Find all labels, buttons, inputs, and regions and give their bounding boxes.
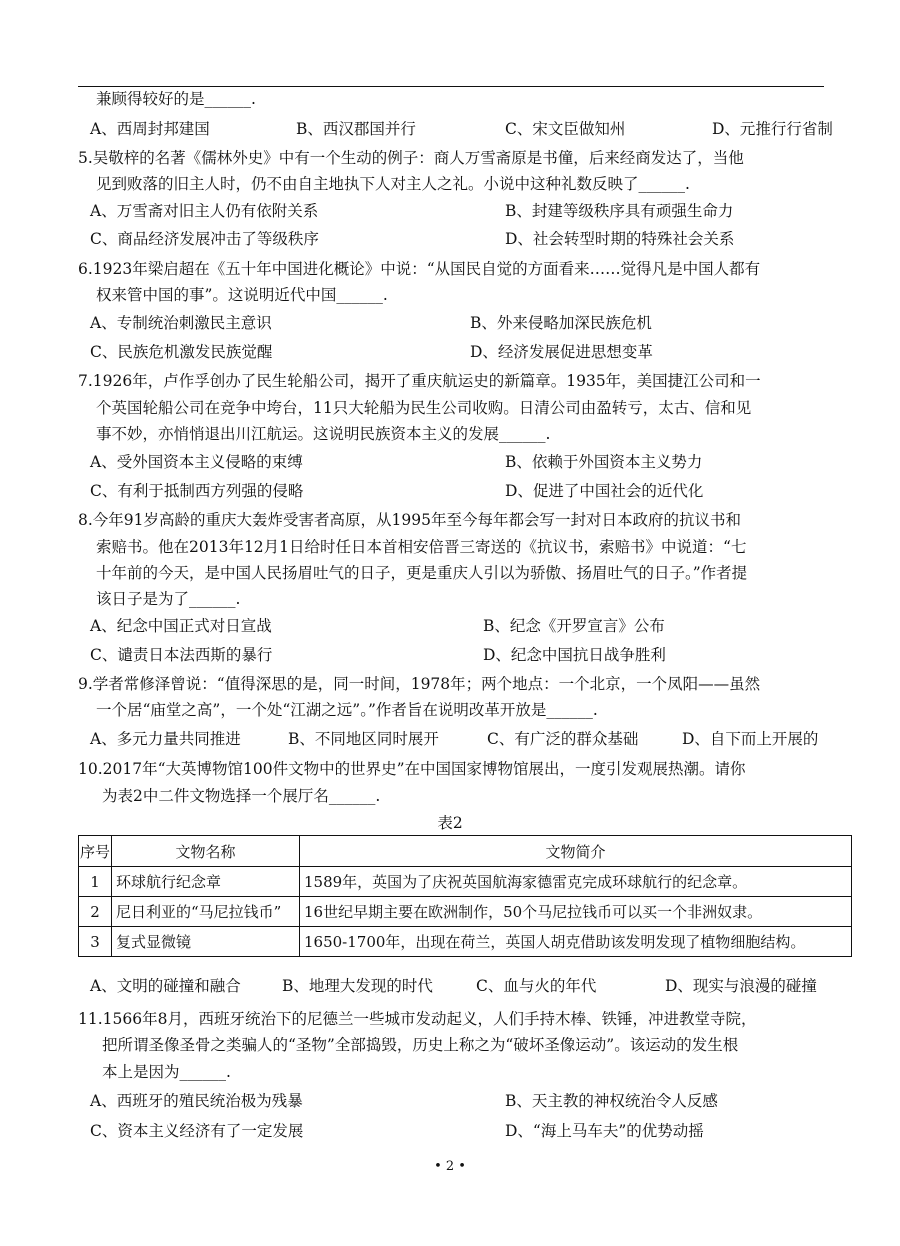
q9-option-a: A、多元力量共同推进 [90, 730, 241, 748]
q8-option-b: B、纪念《开罗宣言》公布 [483, 617, 665, 635]
q8-stem-line: 十年前的今天，是中国人民扬眉吐气的日子，更是重庆人引以为骄傲、扬眉吐气的日子。”作者提 [96, 564, 748, 582]
q5-option-a: A、万雪斋对旧主人仍有依附关系 [90, 202, 319, 220]
q4-option-d: D、元推行行省制 [712, 120, 833, 138]
q5-option-b: B、封建等级秩序具有顽强生命力 [505, 202, 734, 220]
table-row [79, 927, 852, 957]
q8-stem-line: 该日子是为了______. [96, 590, 241, 608]
table-cell: 16世纪早期主要在欧洲制作，50个马尼拉钱币可以买一个非洲奴隶。 [300, 897, 852, 927]
table-cell: 尼日利亚的“马尼拉钱币” [112, 897, 300, 927]
q11-stem-line: 本上是因为______. [102, 1063, 231, 1081]
q8-stem-line: 索赔书。他在2013年12月1日给时任日本首相安倍晋三寄送的《抗议书，索赔书》中说道：“七 [96, 538, 747, 556]
q7-option-a: A、受外国资本主义侵略的束缚 [90, 453, 303, 471]
q10-option-c: C、血与火的年代 [476, 977, 597, 995]
q10-stem-line: 为表2中二件文物选择一个展厅名______. [102, 787, 381, 805]
q5-option-d: D、社会转型时期的特殊社会关系 [505, 230, 735, 248]
q11-option-a: A、西班牙的殖民统治极为残暴 [90, 1092, 303, 1110]
table-header-row [79, 836, 852, 867]
table-cell: 1 [79, 867, 112, 897]
q8-stem-line: 8.今年91岁高龄的重庆大轰炸受害者高原，从1995年至今每年都会写一封对日本政府的抗议书和 [78, 511, 741, 529]
q9-stem-line: 一个居“庙堂之高”，一个处“江湖之远”。”作者旨在说明改革开放是______. [96, 701, 598, 719]
q10-option-a: A、文明的碰撞和融合 [90, 977, 241, 995]
q7-option-c: C、有利于抵制西方列强的侵略 [90, 482, 304, 500]
header-rule [78, 86, 824, 87]
q10-option-b: B、地理大发现的时代 [282, 977, 433, 995]
q5-stem-line: 见到败落的旧主人时，仍不由自主地执下人对主人之礼。小说中这种礼数反映了______. [96, 175, 690, 193]
table-row [79, 867, 852, 897]
q4-stem-tail: 兼顾得较好的是______. [96, 90, 256, 108]
table-cell: 1650-1700年，出现在荷兰，英国人胡克借助该发明发现了植物细胞结构。 [300, 927, 852, 957]
q7-stem-line: 个英国轮船公司在竞争中垮台，11只大轮船为民生公司收购。日清公司由盈转亏，太古、信和见 [96, 399, 752, 417]
q10-option-d: D、现实与浪漫的碰撞 [665, 977, 817, 995]
q7-stem-line: 7.1926年，卢作孚创办了民生轮船公司，揭开了重庆航运史的新篇章。1935年，美国捷江公司和一 [78, 372, 761, 390]
page-number: • 2 • [434, 1159, 466, 1174]
q6-option-c: C、民族危机激发民族觉醒 [90, 343, 273, 361]
q11-stem-line: 把所谓圣像圣骨之类骗人的“圣物”全部捣毁，历史上称之为“破坏圣像运动”。该运动的发生根 [102, 1036, 739, 1054]
table-cell: 复式显微镜 [112, 927, 300, 957]
q4-option-a: A、西周封邦建国 [90, 120, 210, 138]
q9-option-b: B、不同地区同时展开 [288, 730, 439, 748]
q9-option-c: C、有广泛的群众基础 [487, 730, 639, 748]
q11-option-d: D、“海上马车夫”的优势动摇 [505, 1122, 704, 1140]
table-cell: 2 [79, 897, 112, 927]
q5-option-c: C、商品经济发展冲击了等级秩序 [90, 230, 319, 248]
q6-option-b: B、外来侵略加深民族危机 [470, 314, 652, 332]
q6-stem-line: 权来管中国的事”。这说明近代中国______. [96, 286, 388, 304]
q7-stem-line: 事不妙，亦悄悄退出川江航运。这说明民族资本主义的发展______. [96, 425, 551, 443]
q9-option-d: D、自下而上开展的 [682, 730, 819, 748]
header-cell: 文物简介 [300, 836, 852, 867]
q4-option-b: B、西汉郡国并行 [296, 120, 416, 138]
q10-stem-line: 10.2017年“大英博物馆100件文物中的世界史”在中国国家博物馆展出，一度引发观展热潮。请你 [78, 760, 746, 778]
q8-option-d: D、纪念中国抗日战争胜利 [483, 646, 666, 664]
q6-stem-line: 6.1923年梁启超在《五十年中国进化概论》中说：“从国民自觉的方面看来……觉得凡是中国人都有 [78, 260, 761, 278]
q7-option-b: B、依赖于外国资本主义势力 [505, 453, 703, 471]
q11-option-c: C、资本主义经济有了一定发展 [90, 1122, 304, 1140]
artifacts-table [78, 835, 852, 957]
q11-option-b: B、天主教的神权统治令人反感 [505, 1092, 718, 1110]
q8-option-a: A、纪念中国正式对日宣战 [90, 617, 272, 635]
header-cell: 文物名称 [112, 836, 300, 867]
q7-option-d: D、促进了中国社会的近代化 [505, 482, 704, 500]
q8-option-c: C、谴责日本法西斯的暴行 [90, 646, 273, 664]
header-cell: 序号 [79, 836, 112, 867]
q4-option-c: C、宋文臣做知州 [505, 120, 626, 138]
table-cell: 3 [79, 927, 112, 957]
q5-stem-line: 5.吴敬梓的名著《儒林外史》中有一个生动的例子：商人万雪斋原是书僮，后来经商发达了，当他 [78, 149, 744, 167]
table-cell: 环球航行纪念章 [112, 867, 300, 897]
q6-option-a: A、专制统治刺激民主意识 [90, 314, 272, 332]
table-caption: 表2 [437, 814, 463, 832]
table-cell: 1589年，英国为了庆祝英国航海家德雷克完成环球航行的纪念章。 [300, 867, 852, 897]
q6-option-d: D、经济发展促进思想变革 [470, 343, 653, 361]
q11-stem-line: 11.1566年8月，西班牙统治下的尼德兰一些城市发动起义，人们手持木棒、铁锤，冲进教堂寺院， [78, 1010, 757, 1028]
table-row [79, 897, 852, 927]
q9-stem-line: 9.学者常修泽曾说：“值得深思的是，同一时间，1978年；两个地点：一个北京，一个凤阳——虽然 [78, 675, 761, 693]
